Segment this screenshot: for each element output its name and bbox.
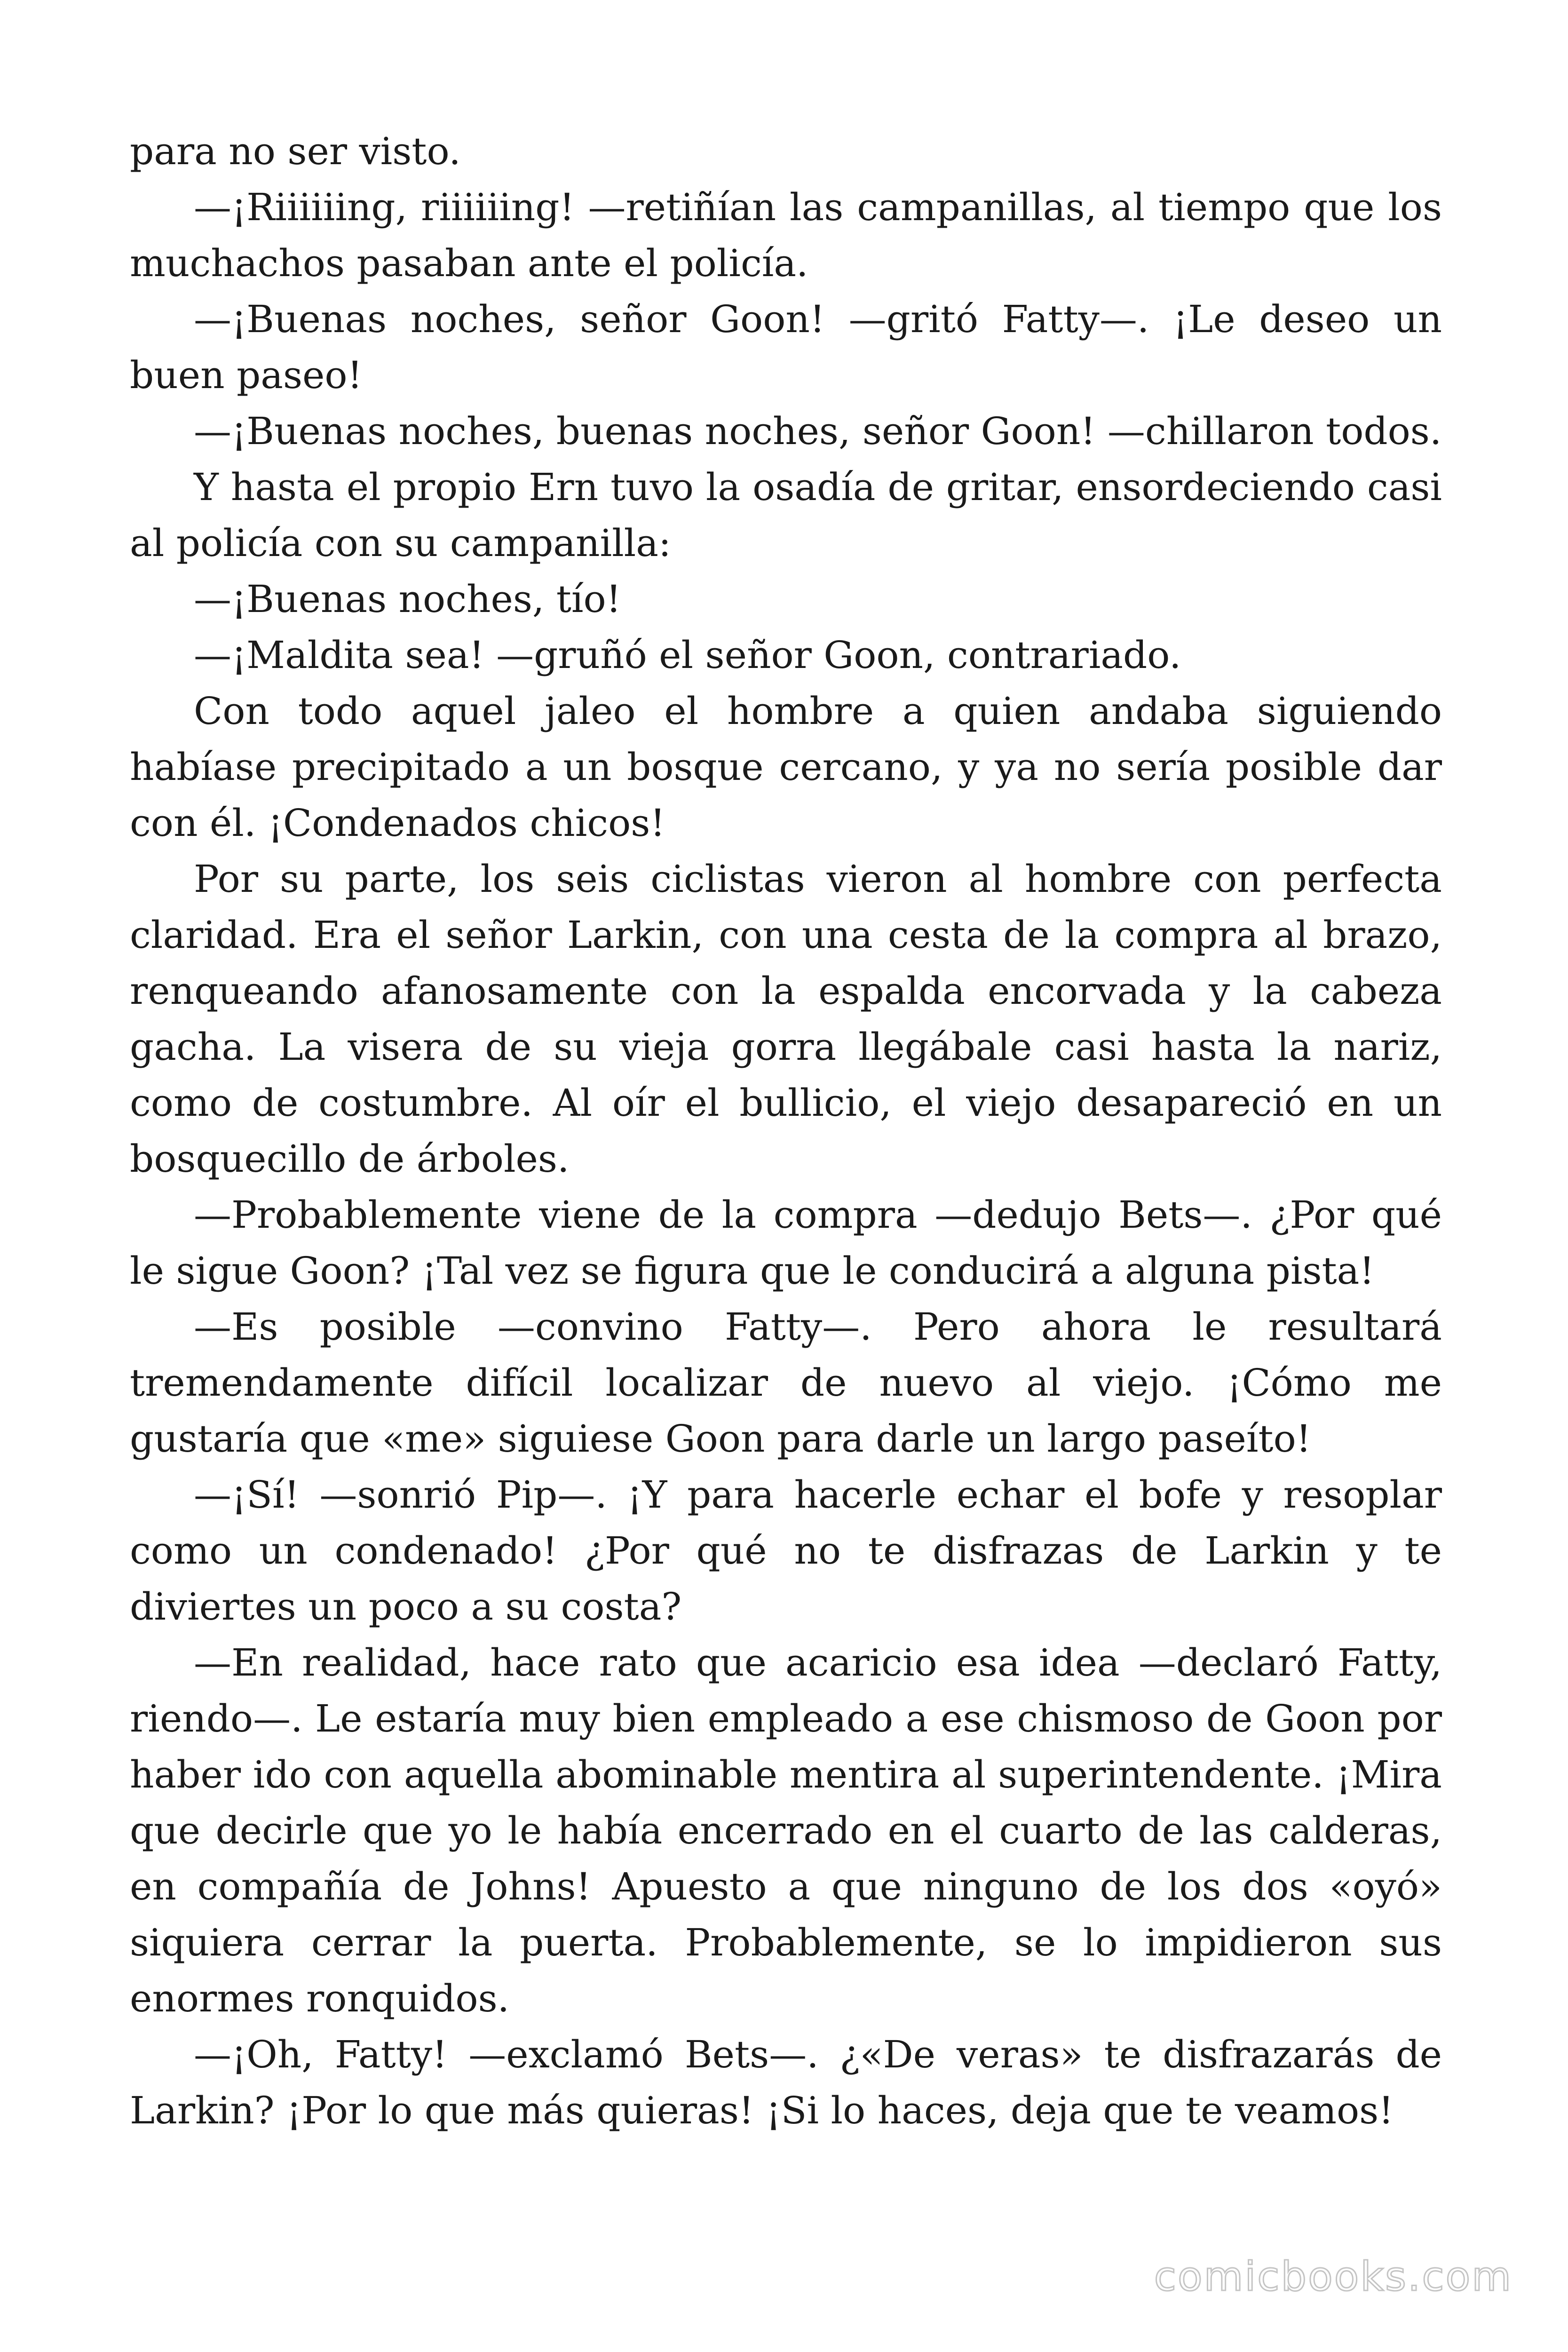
paragraph: Con todo aquel jaleo el hombre a quien andaba siguiendo habíase precipitado a un bosque cercano, y ya no sería posible dar con él. ¡Condenados chicos! bbox=[130, 689, 1442, 845]
page-text bbox=[130, 123, 1442, 2138]
paragraph: —¡Buenas noches, señor Goon! —gritó Fatty—. ¡Le deseo un buen paseo! bbox=[130, 297, 1442, 397]
paragraph: —Es posible —convino Fatty—. Pero ahora le resultará tremendamente difícil localizar de nuevo al viejo. ¡Cómo me gustaría que «me» siguiese Goon para darle un largo paseíto! bbox=[130, 1305, 1442, 1461]
paragraph: —¡Maldita sea! —gruñó el señor Goon, contrariado. bbox=[194, 633, 1181, 677]
paragraph: —¡Riiiiiing, riiiiiing! —retiñían las campanillas, al tiempo que los muchachos pasaban ante el policía. bbox=[130, 185, 1442, 285]
paragraph: —Probablemente viene de la compra —dedujo Bets—. ¿Por qué le sigue Goon? ¡Tal vez se figura que le conducirá a alguna pista! bbox=[130, 1193, 1442, 1293]
paragraph: —En realidad, hace rato que acaricio esa idea —declaró Fatty, riendo—. Le estaría muy bien empleado a ese chismoso de Goon por haber ido con aquella abominable mentira al superintendente. ¡Mira que decirle que yo le había encerrado en el cuarto de las calderas, en compañía de Johns! Apuesto a que ninguno de los dos «oyó» siquiera cerrar la puerta. Probablemente, se lo impidieron sus enormes ronquidos. bbox=[130, 1641, 1442, 2020]
paragraph: —¡Buenas noches, tío! bbox=[194, 577, 621, 621]
paragraph: para no ser visto. bbox=[130, 129, 461, 173]
paragraph: —¡Sí! —sonrió Pip—. ¡Y para hacerle echar el bofe y resoplar como un condenado! ¿Por qué no te disfrazas de Larkin y te diviertes un poco a su costa? bbox=[130, 1473, 1442, 1629]
paragraph: Por su parte, los seis ciclistas vieron al hombre con perfecta claridad. Era el señor Larkin, con una cesta de la compra al brazo, renqueando afanosamente con la espalda encorvada y la cabeza gacha. La visera de su vieja gorra llegábale casi hasta la nariz, como de costumbre. Al oír el bullicio, el viejo desapareció en un bosquecillo de árboles. bbox=[130, 857, 1442, 1181]
watermark: comicbooks.com bbox=[1154, 2253, 1513, 2300]
paragraph: —¡Oh, Fatty! —exclamó Bets—. ¿«De veras» te disfrazarás de Larkin? ¡Por lo que más quieras! ¡Si lo haces, deja que te veamos! bbox=[130, 2033, 1442, 2132]
paragraph: —¡Buenas noches, buenas noches, señor Goon! —chillaron todos. bbox=[194, 409, 1442, 453]
paragraph: Y hasta el propio Ern tuvo la osadía de gritar, ensordeciendo casi al policía con su campanilla: bbox=[130, 465, 1442, 565]
